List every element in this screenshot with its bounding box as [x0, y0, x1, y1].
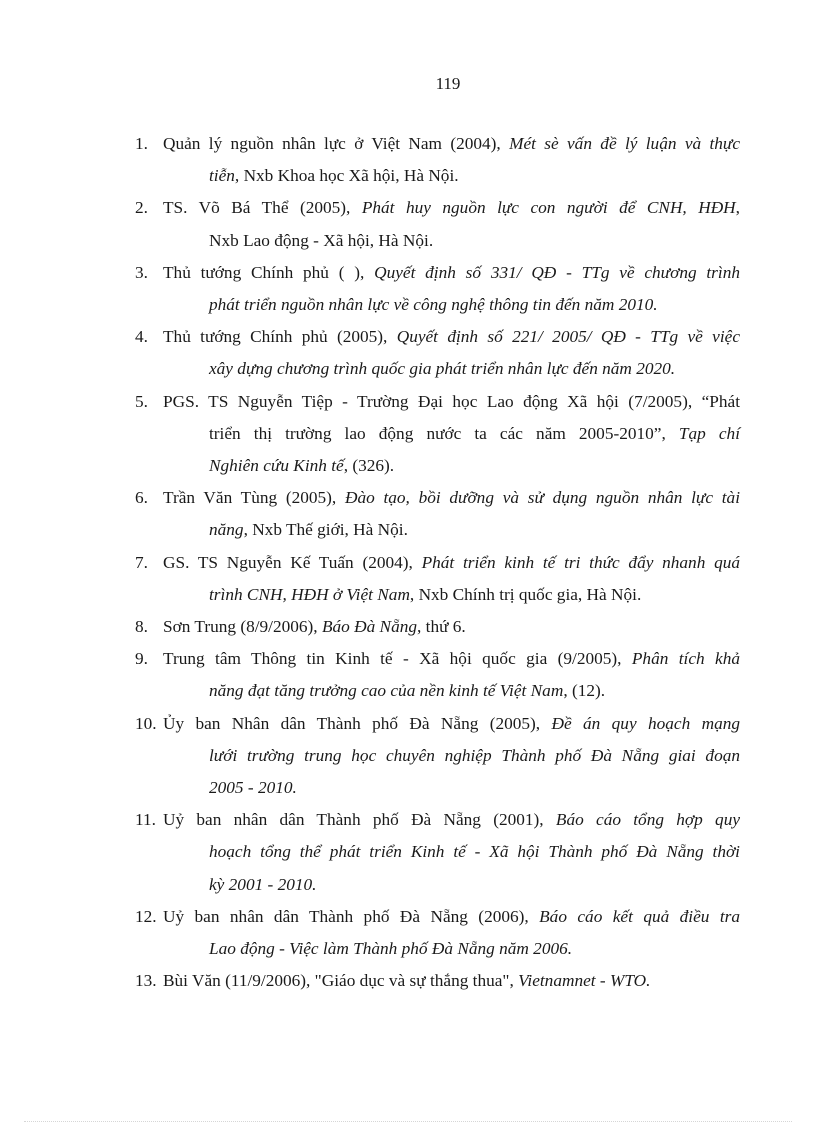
reference-text: Quản lý nguồn nhân lực ở Việt Nam (2004), [163, 134, 510, 153]
reference-text: TS. Võ Bá Thể (2005), [163, 198, 362, 218]
reference-title-text: Báo cáo tổng hợp quy [555, 810, 741, 830]
reference-title-text: Vietnamnet - WTO. [518, 971, 651, 991]
reference-item [135, 611, 740, 643]
reference-number: 11. [135, 810, 156, 830]
reference-line [163, 418, 740, 450]
reference-text: , Nxb Khoa học Xã hội, Hà Nội. [234, 166, 459, 186]
reference-text: triển thị trường lao động nước ta các năm 2005-2010”, [209, 423, 679, 443]
reference-title-text: Tạp chí [678, 423, 740, 443]
reference-text: Thủ tướng Chính phủ (2005), [163, 327, 397, 347]
reference-item [135, 643, 740, 707]
reference-title-text: tiễn [209, 166, 235, 186]
reference-title-text: hoạch tổng thể phát triển Kinh tế - Xã hội Thành phố Đà Nẵng thời [209, 842, 740, 862]
reference-text: Trần Văn Tùng (2005), [163, 488, 345, 508]
reference-item [135, 804, 740, 901]
reference-number: 13. [135, 971, 157, 991]
reference-text: Uỷ ban nhân dân Thành phố Đà Nẵng (2006), [163, 906, 540, 926]
reference-line [163, 386, 740, 418]
reference-title-text: Nghiên cứu Kinh tế [209, 456, 344, 476]
reference-title-text: trình CNH, HĐH ở Việt Nam [209, 584, 410, 604]
reference-line [163, 643, 740, 675]
reference-line [163, 321, 740, 353]
reference-line [163, 772, 740, 804]
reference-line [163, 160, 740, 192]
reference-title-text: xây dựng chương trình quốc gia phát triển nhân lực đến năm 2020. [209, 359, 676, 379]
reference-line [163, 482, 740, 514]
reference-line [163, 675, 740, 707]
reference-title-text: Phát huy nguồn lực con người để CNH, HĐH [361, 198, 736, 218]
reference-line [163, 547, 740, 579]
reference-line [163, 965, 740, 997]
reference-number: 2. [135, 198, 148, 218]
reference-title-text: Mét sè vấn đề lý luận và thực [509, 134, 741, 153]
reference-text: GS. TS Nguyễn Kế Tuấn (2004), [163, 552, 422, 572]
reference-title-text: Phân tích khả [631, 649, 741, 669]
reference-text: , (326). [343, 456, 395, 476]
reference-title-text: Đề án quy hoạch mạng [551, 713, 740, 733]
reference-text: , Nxb Chính trị quốc gia, Hà Nội. [409, 584, 642, 604]
reference-title-text: Báo Đà Nẵng [321, 617, 417, 637]
reference-line [163, 611, 740, 643]
reference-text: Ủy ban Nhân dân Thành phố Đà Nẵng (2005), [163, 713, 552, 733]
reference-line [163, 450, 740, 482]
reference-title-text: Quyết định số 331/ QĐ - TTg về chương trình [374, 262, 740, 282]
reference-line [163, 192, 740, 224]
reference-text: , thứ 6. [417, 617, 466, 637]
reference-line [163, 836, 740, 868]
reference-line [163, 901, 740, 933]
reference-line [163, 225, 740, 257]
reference-line [163, 353, 740, 385]
reference-title-text: phát triển nguồn nhân lực về công nghệ thông tin đến năm 2010. [209, 295, 658, 315]
reference-line [163, 128, 740, 160]
reference-text: Trung tâm Thông tin Kinh tế - Xã hội quốc gia (9/2005), [163, 649, 632, 669]
reference-item [135, 708, 740, 805]
reference-item [135, 965, 740, 997]
reference-number: 6. [135, 488, 148, 508]
reference-item [135, 128, 740, 192]
reference-text: , Nxb Thế giới, Hà Nội. [243, 520, 408, 540]
reference-title-text: Báo cáo kết quả điều tra [539, 906, 740, 926]
reference-item [135, 386, 740, 483]
reference-line [163, 869, 740, 901]
reference-item [135, 482, 740, 546]
reference-title-text: năng đạt tăng trưởng cao của nền kinh tế Việt Nam [209, 681, 564, 701]
reference-number: 4. [135, 327, 148, 347]
reference-line [163, 708, 740, 740]
reference-number: 1. [135, 134, 148, 153]
reference-number: 10. [135, 713, 157, 733]
reference-list [135, 128, 740, 997]
reference-text: , (12). [563, 681, 606, 701]
reference-title-text: Lao động - Việc làm Thành phố Đà Nẵng năm 2006. [209, 939, 573, 959]
reference-item [135, 901, 740, 965]
reference-line [163, 579, 740, 611]
reference-text: , [735, 198, 740, 218]
reference-title-text: năng [209, 520, 244, 540]
reference-text: PGS. TS Nguyễn Tiệp - Trường Đại học Lao động Xã hội (7/2005), “Phát [163, 391, 740, 411]
reference-line [163, 289, 740, 321]
reference-text: Nxb Lao động - Xã hội, Hà Nội. [209, 230, 434, 250]
reference-item [135, 547, 740, 611]
reference-line [163, 740, 740, 772]
reference-title-text: Đào tạo, bồi dưỡng và sử dụng nguồn nhân lực tài [344, 488, 740, 508]
reference-title-text: lưới trường trung học chuyên nghiệp Thành phố Đà Nẵng giai đoạn [209, 745, 740, 765]
page-number: 119 [435, 74, 461, 93]
reference-number: 12. [135, 906, 157, 926]
reference-line [163, 804, 740, 836]
reference-title-text: Quyết định số 221/ 2005/ QĐ - TTg về việc [396, 327, 740, 347]
reference-item [135, 257, 740, 321]
reference-title-text: kỳ 2001 - 2010. [209, 874, 317, 894]
reference-title-text: Phát triển kinh tế tri thức đẩy nhanh quá [421, 552, 741, 572]
reference-number: 9. [135, 649, 148, 669]
reference-line [163, 257, 740, 289]
reference-item [135, 192, 740, 256]
reference-item [135, 321, 740, 385]
reference-number: 3. [135, 262, 148, 282]
reference-text: Thủ tướng Chính phủ ( ), [163, 262, 375, 282]
reference-number: 5. [135, 391, 148, 411]
page-bottom-divider [24, 1121, 792, 1122]
reference-line [163, 933, 740, 965]
reference-line [163, 514, 740, 546]
reference-text: Sơn Trung (8/9/2006), [163, 617, 322, 637]
reference-number: 7. [135, 552, 148, 572]
reference-title-text: 2005 - 2010. [209, 778, 297, 798]
reference-number: 8. [135, 617, 148, 637]
reference-text: Bùi Văn (11/9/2006), "Giáo dục và sự thắng thua", [163, 971, 519, 991]
reference-text: Uỷ ban nhân dân Thành phố Đà Nẵng (2001), [163, 810, 556, 830]
